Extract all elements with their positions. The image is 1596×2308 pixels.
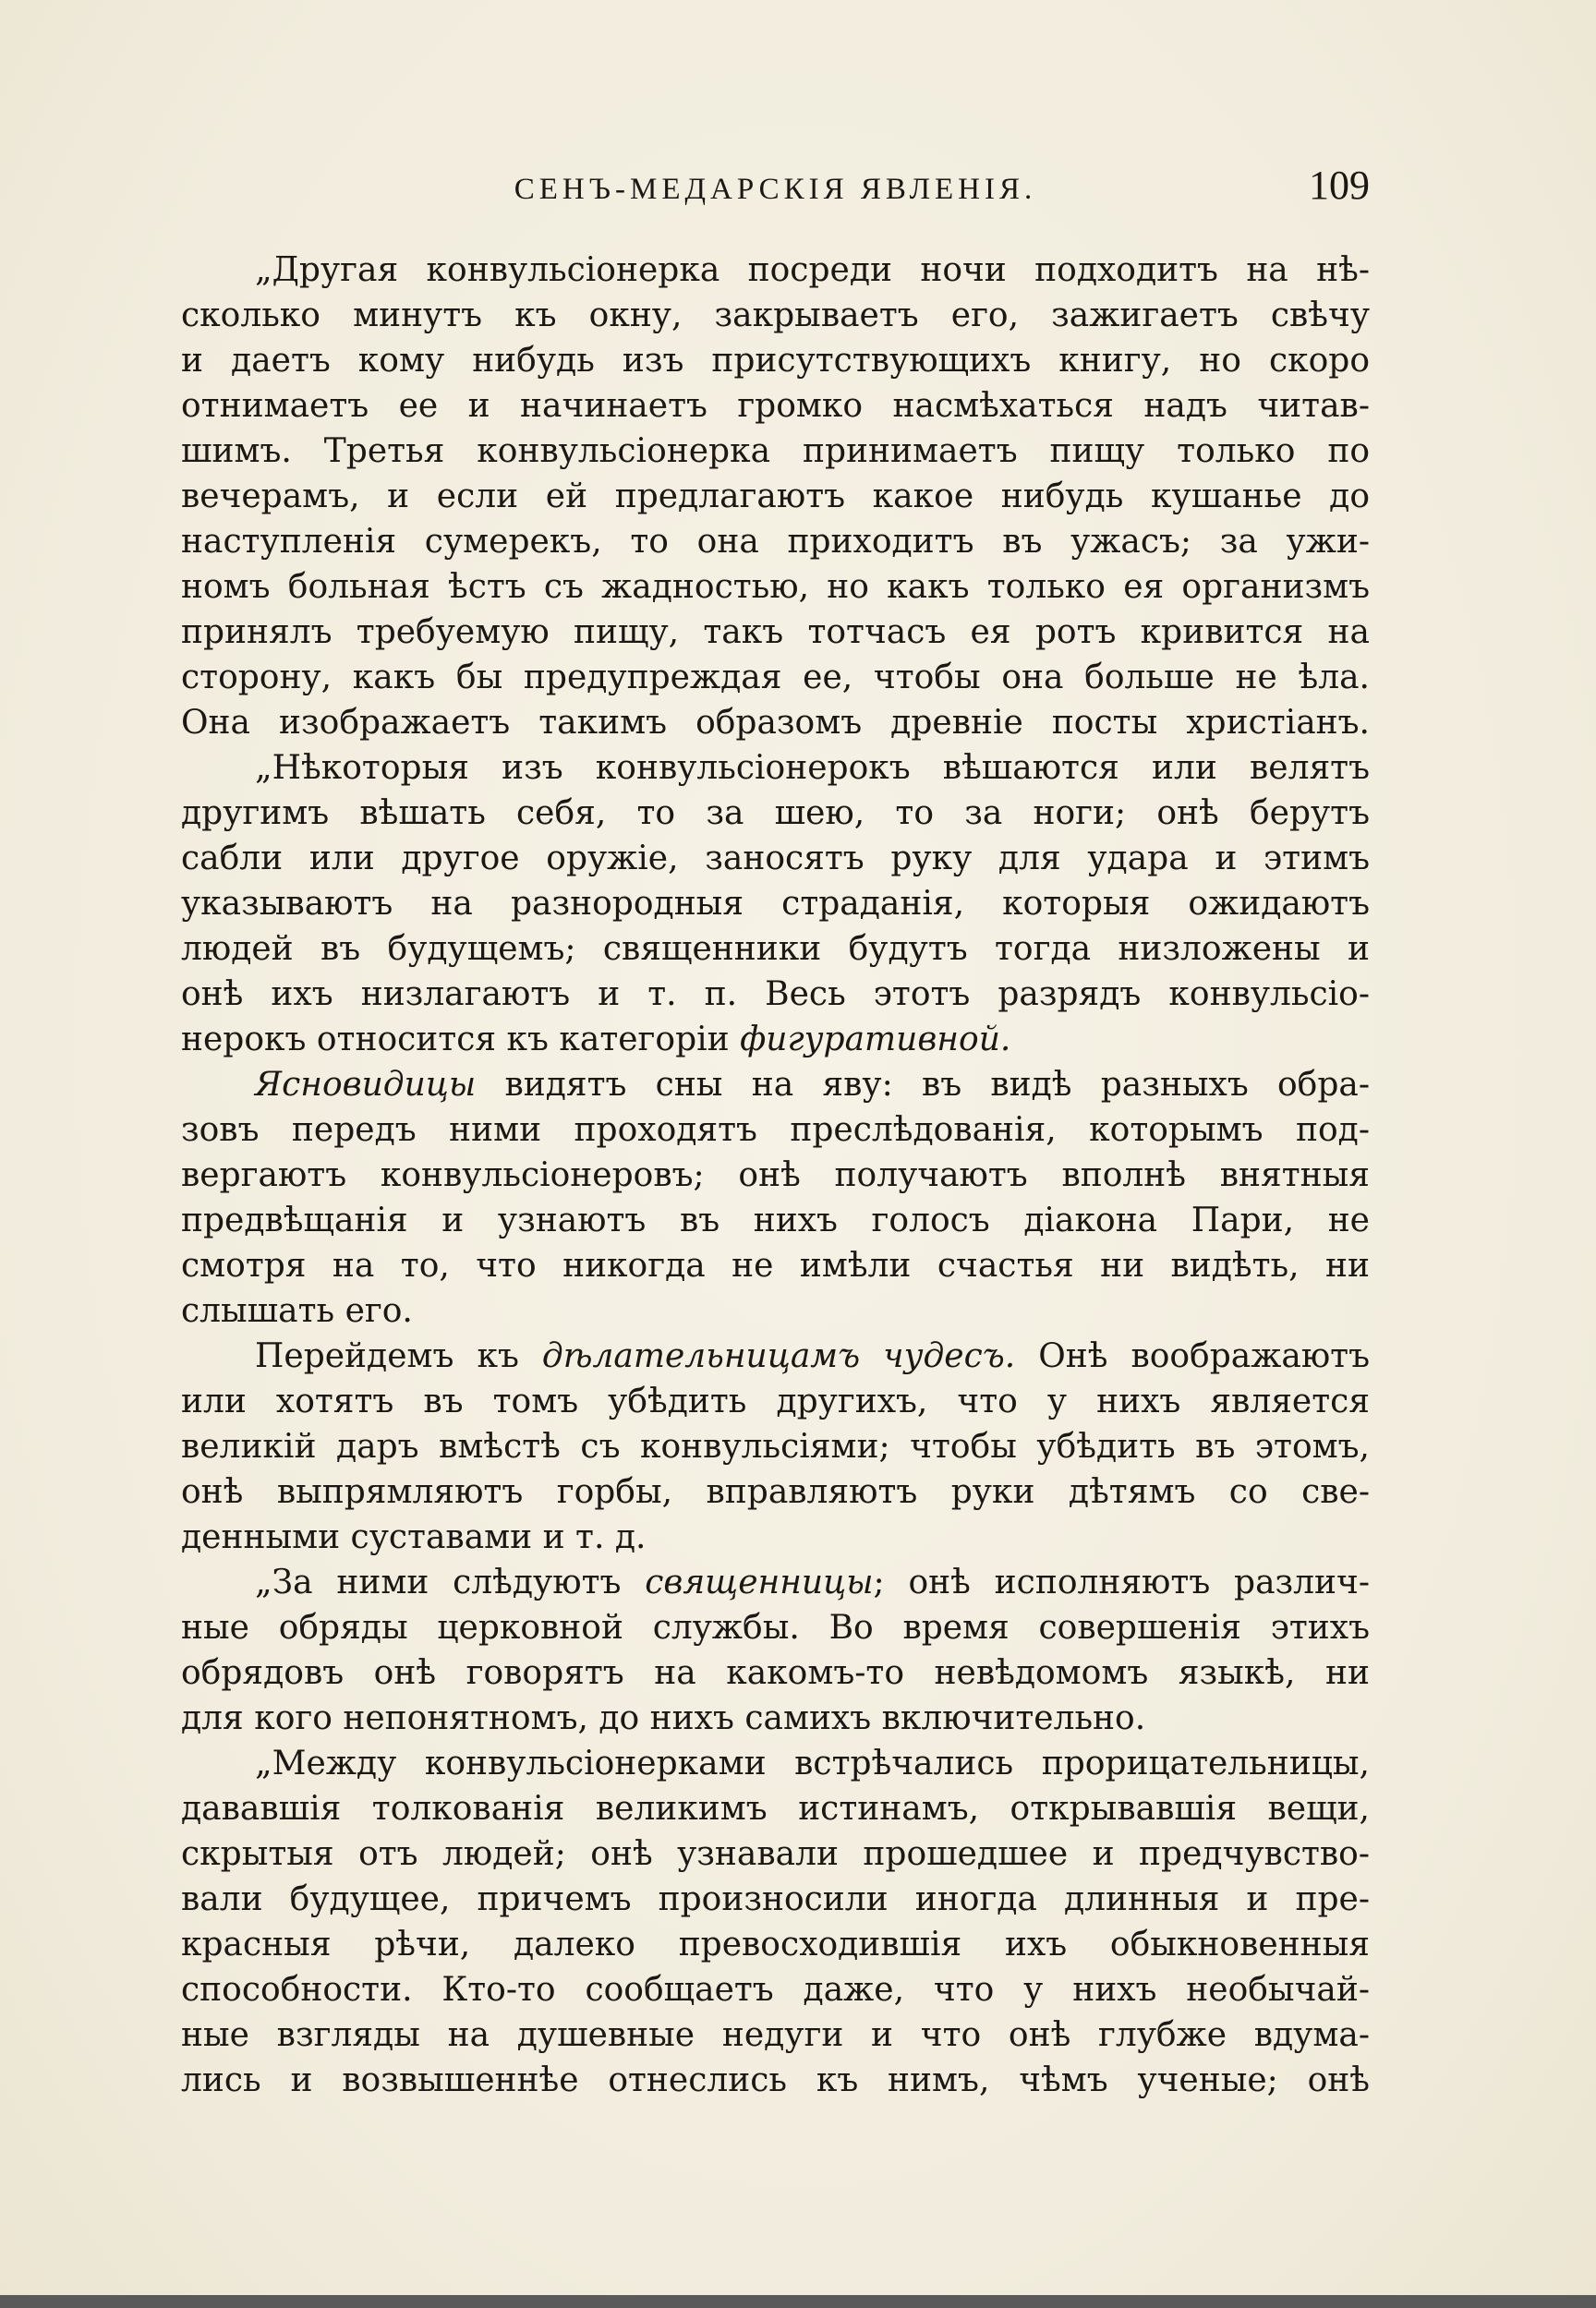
text-line: онѣ ихъ низлагаютъ и т. п. Весь этотъ разрядъ конвульсіо- bbox=[181, 975, 1370, 1013]
paragraph bbox=[181, 1560, 1370, 1741]
text-line bbox=[181, 1017, 1370, 1062]
text-run: Онѣ воображаютъ bbox=[1015, 1337, 1370, 1375]
text-line: предвѣщанія и узнаютъ въ нихъ голосъ діакона Пари, не bbox=[181, 1202, 1370, 1239]
text-run: „За ними слѣдуютъ bbox=[255, 1564, 646, 1601]
text-line: отнимаетъ ее и начинаетъ громко насмѣхаться надъ читав- bbox=[181, 387, 1370, 425]
text-line: денными суставами и т. д. bbox=[181, 1518, 647, 1556]
text-line: вали будущее, причемъ произносили иногда длинныя и пре- bbox=[181, 1880, 1370, 1918]
text-line: людей въ будущемъ; священники будутъ тогда низложены и bbox=[181, 930, 1370, 968]
text-line bbox=[181, 1062, 1370, 1107]
text-line: другимъ вѣшать себя, то за шею, то за ноги; онѣ берутъ bbox=[181, 794, 1370, 832]
text-run: нерокъ относится къ категоріи bbox=[181, 1021, 741, 1058]
italic-term: фигуративной. bbox=[740, 1021, 1011, 1058]
text-line: обрядовъ онѣ говорятъ на какомъ-то невѣдомомъ языкѣ, ни bbox=[181, 1654, 1370, 1692]
text-line: слышать его. bbox=[181, 1292, 413, 1330]
text-line: „Нѣкоторыя изъ конвульсіонерокъ вѣшаются или велятъ bbox=[255, 749, 1370, 787]
text-line: ные взгляды на душевные недуги и что онѣ глубже вдума- bbox=[181, 2016, 1370, 2054]
text-line: для кого непонятномъ, до нихъ самихъ включительно. bbox=[181, 1699, 1146, 1737]
paragraph bbox=[181, 1741, 1370, 2103]
running-title: СЕНЪ-МЕДАРСКІЯ ЯВЛЕНІЯ. bbox=[514, 173, 1037, 206]
text-line: способности. Кто-то сообщаетъ даже, что у нихъ необычай- bbox=[181, 1971, 1370, 2009]
text-line: номъ больная ѣстъ съ жадностью, но какъ только ея организмъ bbox=[181, 568, 1370, 606]
text-line: наступленія сумерекъ, то она приходитъ въ ужасъ; за ужи- bbox=[181, 523, 1370, 561]
text-line: красныя рѣчи, далеко превосходившія ихъ обыкновенныя bbox=[181, 1926, 1370, 1964]
text-line: смотря на то, что никогда не имѣли счастья ни видѣть, ни bbox=[181, 1247, 1370, 1285]
text-run: Перейдемъ къ bbox=[255, 1337, 542, 1375]
text-line: лись и возвышеннѣе отнеслись къ нимъ, чѣмъ ученые; онѣ bbox=[181, 2061, 1370, 2099]
italic-term: дѣлательницамъ чудесъ. bbox=[541, 1337, 1016, 1375]
page-number: 109 bbox=[1309, 163, 1370, 208]
text-line: великій даръ вмѣстѣ съ конвульсіями; чтобы убѣдить въ этомъ, bbox=[181, 1428, 1370, 1466]
paragraph bbox=[181, 1334, 1370, 1560]
text-line: сабли или другое оружіе, заносятъ руку для удара и этимъ bbox=[181, 840, 1370, 877]
text-line: сторону, какъ бы предупреждая ее, чтобы она больше не ѣла. bbox=[181, 659, 1370, 696]
text-line: принялъ требуемую пищу, такъ тотчасъ ея ротъ кривится на bbox=[181, 613, 1370, 651]
scan-bottom-edge bbox=[0, 2295, 1596, 2308]
text-line: сколько минутъ къ окну, закрываетъ его, зажигаетъ свѣчу bbox=[181, 296, 1370, 334]
text-line: Она изображаетъ такимъ образомъ древніе посты христіанъ. bbox=[181, 704, 1370, 742]
text-line: или хотятъ въ томъ убѣдить другихъ, что у нихъ является bbox=[181, 1383, 1370, 1420]
paragraph bbox=[181, 745, 1370, 1062]
italic-term: Ясновидицы bbox=[255, 1066, 477, 1104]
text-line: скрытыя отъ людей; онѣ узнавали прошедшее и предчувство- bbox=[181, 1835, 1370, 1873]
text-run: ; онѣ исполняютъ различ- bbox=[873, 1564, 1370, 1601]
text-line: вергаютъ конвульсіонеровъ; онѣ получаютъ вполнѣ внятныя bbox=[181, 1156, 1370, 1194]
text-line: „Другая конвульсіонерка посреди ночи подходитъ на нѣ- bbox=[255, 251, 1370, 289]
text-line: онѣ выпрямляютъ горбы, вправляютъ руки дѣтямъ со све- bbox=[181, 1473, 1370, 1511]
body-text bbox=[181, 248, 1370, 2103]
text-line: вечерамъ, и если ей предлагаютъ какое нибудь кушанье до bbox=[181, 477, 1370, 515]
text-line: дававшія толкованія великимъ истинамъ, открывавшія вещи, bbox=[181, 1790, 1370, 1828]
paragraph bbox=[181, 1062, 1370, 1334]
page-header bbox=[181, 162, 1370, 217]
text-line: зовъ передъ ними проходятъ преслѣдованія, которымъ под- bbox=[181, 1111, 1370, 1149]
paragraph bbox=[181, 248, 1370, 745]
text-line: ные обряды церковной службы. Во время совершенія этихъ bbox=[181, 1609, 1370, 1647]
text-line: указываютъ на разнородныя страданія, которыя ожидаютъ bbox=[181, 885, 1370, 923]
text-line: шимъ. Третья конвульсіонерка принимаетъ пищу только по bbox=[181, 432, 1370, 470]
text-line: „Между конвульсіонерками встрѣчались прорицательницы, bbox=[255, 1745, 1370, 1782]
text-run: видятъ сны на яву: въ видѣ разныхъ обра- bbox=[476, 1066, 1370, 1104]
italic-term: священницы bbox=[645, 1564, 874, 1601]
text-line: и даетъ кому нибудь изъ присутствующихъ книгу, но скоро bbox=[181, 342, 1370, 380]
text-line bbox=[181, 1560, 1370, 1605]
text-line bbox=[181, 1334, 1370, 1379]
